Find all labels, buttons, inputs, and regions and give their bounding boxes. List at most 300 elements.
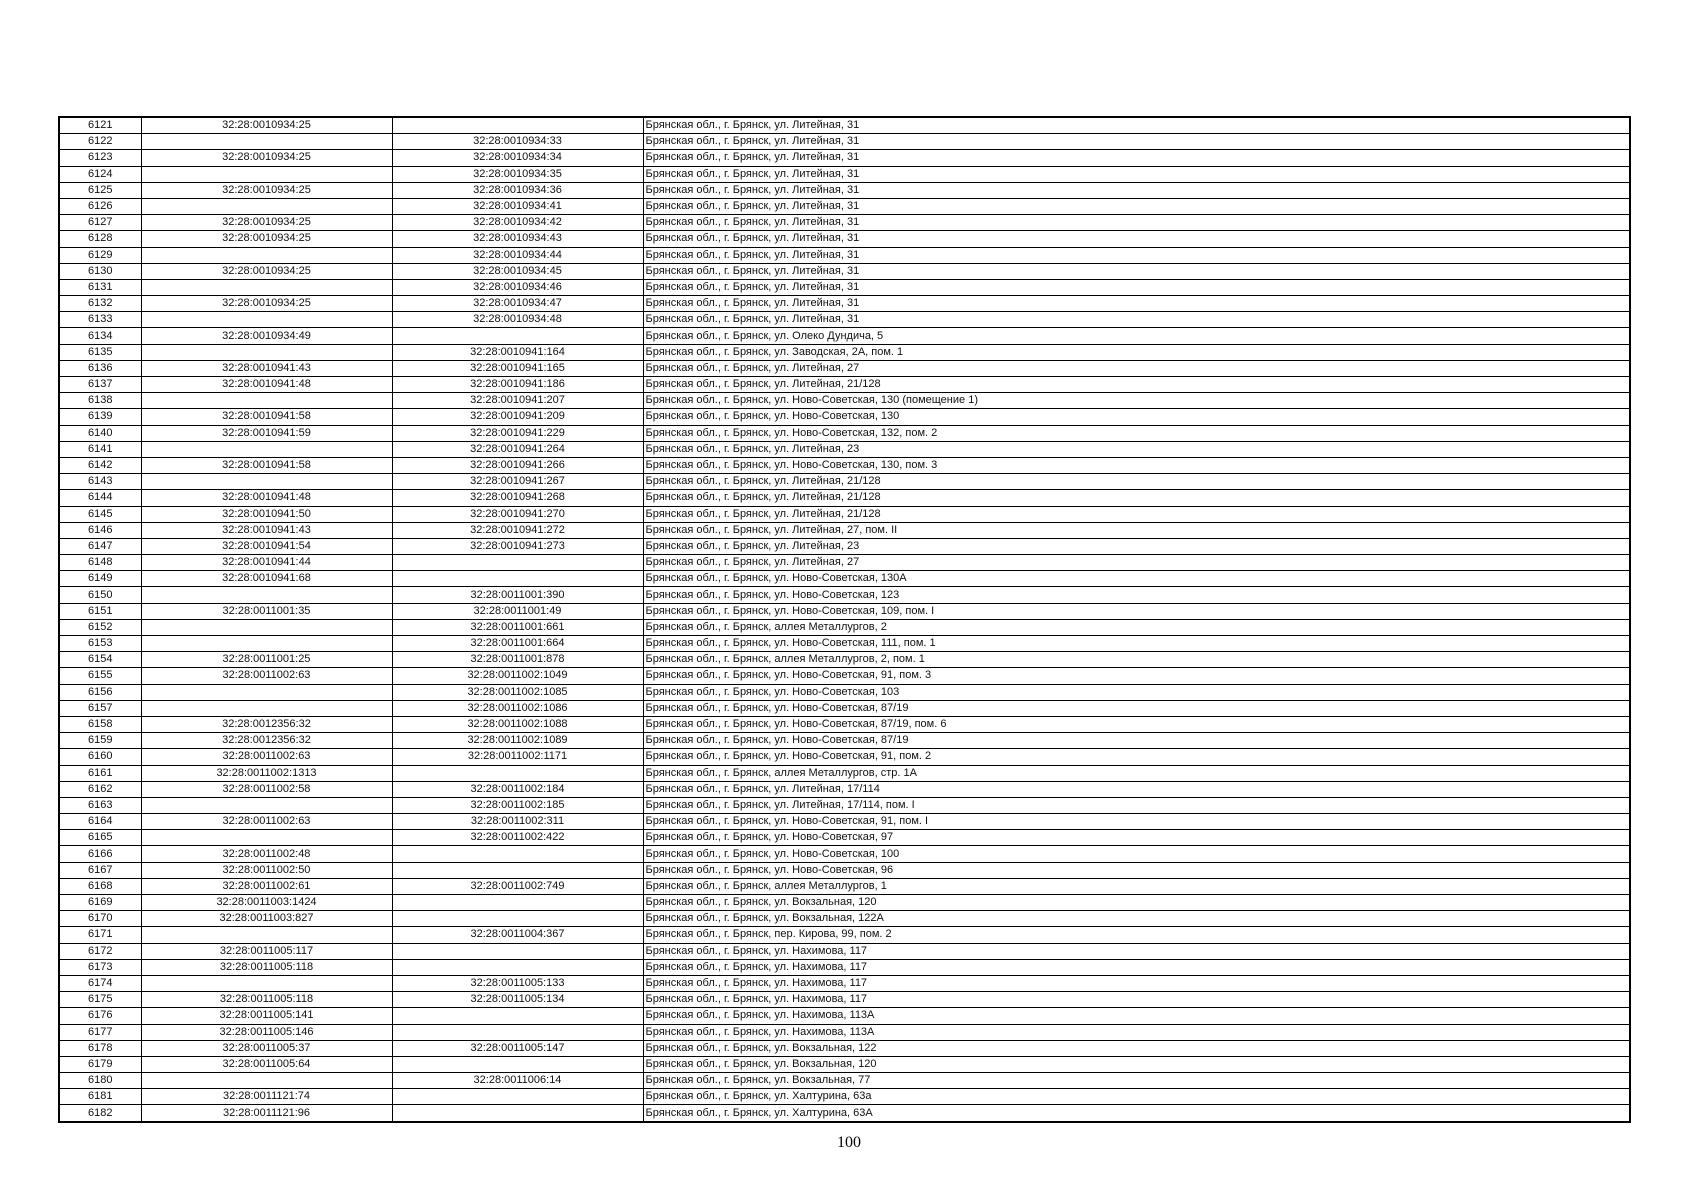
table-row	[59, 134, 1630, 150]
address-cell: Брянская обл., г. Брянск, ул. Халтурина, 63а	[643, 1089, 1630, 1105]
address-cell: Брянская обл., г. Брянск, ул. Нахимова, 117	[643, 992, 1630, 1008]
table-row	[59, 182, 1630, 198]
registry-table	[58, 116, 1631, 1123]
table-row	[59, 895, 1630, 911]
row-number-cell: 6126	[59, 198, 141, 214]
table-row	[59, 296, 1630, 312]
address-cell: Брянская обл., г. Брянск, ул. Литейная, 31	[643, 198, 1630, 214]
row-number-cell: 6170	[59, 911, 141, 927]
object-cadastral-number-cell	[392, 555, 643, 571]
object-cadastral-number-cell: 32:28:0011002:185	[392, 797, 643, 813]
address-cell: Брянская обл., г. Брянск, аллея Металлургов, 1	[643, 878, 1630, 894]
land-cadastral-number-cell	[141, 619, 392, 635]
address-cell: Брянская обл., г. Брянск, ул. Халтурина, 63А	[643, 1105, 1630, 1122]
object-cadastral-number-cell: 32:28:0010941:186	[392, 377, 643, 393]
address-cell: Брянская обл., г. Брянск, ул. Литейная, 23	[643, 441, 1630, 457]
object-cadastral-number-cell: 32:28:0011001:49	[392, 603, 643, 619]
table-row	[59, 765, 1630, 781]
row-number-cell: 6155	[59, 668, 141, 684]
land-cadastral-number-cell	[141, 134, 392, 150]
land-cadastral-number-cell: 32:28:0011005:118	[141, 992, 392, 1008]
table-row	[59, 263, 1630, 279]
address-cell: Брянская обл., г. Брянск, ул. Вокзальная, 122	[643, 1040, 1630, 1056]
row-number-cell: 6174	[59, 975, 141, 991]
land-cadastral-number-cell: 32:28:0010934:25	[141, 117, 392, 134]
table-row	[59, 247, 1630, 263]
object-cadastral-number-cell	[392, 1024, 643, 1040]
address-cell: Брянская обл., г. Брянск, ул. Ново-Советская, 91, пом. 3	[643, 668, 1630, 684]
table-row	[59, 619, 1630, 635]
land-cadastral-number-cell	[141, 247, 392, 263]
object-cadastral-number-cell: 32:28:0010934:42	[392, 215, 643, 231]
object-cadastral-number-cell: 32:28:0011002:749	[392, 878, 643, 894]
object-cadastral-number-cell	[392, 862, 643, 878]
land-cadastral-number-cell: 32:28:0010941:58	[141, 457, 392, 473]
row-number-cell: 6130	[59, 263, 141, 279]
table-row	[59, 1040, 1630, 1056]
row-number-cell: 6168	[59, 878, 141, 894]
table-row	[59, 522, 1630, 538]
row-number-cell: 6176	[59, 1008, 141, 1024]
table-row	[59, 878, 1630, 894]
object-cadastral-number-cell: 32:28:0010941:207	[392, 393, 643, 409]
address-cell: Брянская обл., г. Брянск, аллея Металлургов, 2	[643, 619, 1630, 635]
object-cadastral-number-cell	[392, 846, 643, 862]
address-cell: Брянская обл., г. Брянск, ул. Литейная, 31	[643, 117, 1630, 134]
address-cell: Брянская обл., г. Брянск, ул. Ново-Советская, 130 (помещение 1)	[643, 393, 1630, 409]
address-cell: Брянская обл., г. Брянск, ул. Литейная, 31	[643, 231, 1630, 247]
address-cell: Брянская обл., г. Брянск, ул. Ново-Советская, 87/19	[643, 700, 1630, 716]
table-row	[59, 1073, 1630, 1089]
object-cadastral-number-cell: 32:28:0011002:1171	[392, 749, 643, 765]
object-cadastral-number-cell: 32:28:0010934:34	[392, 150, 643, 166]
address-cell: Брянская обл., г. Брянск, ул. Литейная, 31	[643, 279, 1630, 295]
object-cadastral-number-cell: 32:28:0010934:33	[392, 134, 643, 150]
table-row	[59, 797, 1630, 813]
object-cadastral-number-cell: 32:28:0011001:661	[392, 619, 643, 635]
row-number-cell: 6158	[59, 716, 141, 732]
object-cadastral-number-cell: 32:28:0011004:367	[392, 927, 643, 943]
address-cell: Брянская обл., г. Брянск, ул. Ново-Советская, 97	[643, 830, 1630, 846]
table-row	[59, 328, 1630, 344]
address-cell: Брянская обл., г. Брянск, ул. Нахимова, 113А	[643, 1008, 1630, 1024]
table-row	[59, 684, 1630, 700]
row-number-cell: 6163	[59, 797, 141, 813]
land-cadastral-number-cell: 32:28:0010934:49	[141, 328, 392, 344]
address-cell: Брянская обл., г. Брянск, ул. Ново-Советская, 91, пом. 2	[643, 749, 1630, 765]
table-row	[59, 587, 1630, 603]
table-row	[59, 150, 1630, 166]
address-cell: Брянская обл., г. Брянск, ул. Литейная, 27, пом. II	[643, 522, 1630, 538]
address-cell: Брянская обл., г. Брянск, ул. Литейная, 31	[643, 247, 1630, 263]
land-cadastral-number-cell	[141, 636, 392, 652]
land-cadastral-number-cell: 32:28:0011001:35	[141, 603, 392, 619]
object-cadastral-number-cell: 32:28:0011005:147	[392, 1040, 643, 1056]
address-cell: Брянская обл., г. Брянск, ул. Литейная, 31	[643, 312, 1630, 328]
land-cadastral-number-cell	[141, 587, 392, 603]
table-body	[59, 117, 1630, 1122]
land-cadastral-number-cell: 32:28:0011005:117	[141, 943, 392, 959]
row-number-cell: 6135	[59, 344, 141, 360]
object-cadastral-number-cell: 32:28:0011002:311	[392, 814, 643, 830]
table-row	[59, 668, 1630, 684]
table-row	[59, 781, 1630, 797]
table-row	[59, 344, 1630, 360]
land-cadastral-number-cell	[141, 927, 392, 943]
land-cadastral-number-cell: 32:28:0011001:25	[141, 652, 392, 668]
address-cell: Брянская обл., г. Брянск, ул. Ново-Советская, 132, пом. 2	[643, 425, 1630, 441]
row-number-cell: 6132	[59, 296, 141, 312]
row-number-cell: 6137	[59, 377, 141, 393]
table-row	[59, 943, 1630, 959]
object-cadastral-number-cell: 32:28:0010941:273	[392, 538, 643, 554]
land-cadastral-number-cell	[141, 474, 392, 490]
address-cell: Брянская обл., г. Брянск, ул. Нахимова, 117	[643, 943, 1630, 959]
row-number-cell: 6151	[59, 603, 141, 619]
address-cell: Брянская обл., г. Брянск, ул. Ново-Советская, 130А	[643, 571, 1630, 587]
object-cadastral-number-cell: 32:28:0010934:46	[392, 279, 643, 295]
address-cell: Брянская обл., г. Брянск, ул. Ново-Советская, 123	[643, 587, 1630, 603]
row-number-cell: 6128	[59, 231, 141, 247]
land-cadastral-number-cell	[141, 975, 392, 991]
object-cadastral-number-cell: 32:28:0010934:45	[392, 263, 643, 279]
object-cadastral-number-cell	[392, 959, 643, 975]
row-number-cell: 6167	[59, 862, 141, 878]
object-cadastral-number-cell: 32:28:0010941:267	[392, 474, 643, 490]
land-cadastral-number-cell: 32:28:0010934:25	[141, 150, 392, 166]
address-cell: Брянская обл., г. Брянск, ул. Литейная, 31	[643, 166, 1630, 182]
land-cadastral-number-cell	[141, 279, 392, 295]
table-row	[59, 830, 1630, 846]
object-cadastral-number-cell: 32:28:0011002:422	[392, 830, 643, 846]
address-cell: Брянская обл., г. Брянск, ул. Литейная, 17/114, пом. I	[643, 797, 1630, 813]
address-cell: Брянская обл., г. Брянск, ул. Ново-Советская, 87/19	[643, 733, 1630, 749]
row-number-cell: 6178	[59, 1040, 141, 1056]
land-cadastral-number-cell	[141, 198, 392, 214]
land-cadastral-number-cell: 32:28:0010941:44	[141, 555, 392, 571]
table-row	[59, 652, 1630, 668]
table-row	[59, 117, 1630, 134]
row-number-cell: 6141	[59, 441, 141, 457]
row-number-cell: 6162	[59, 781, 141, 797]
row-number-cell: 6124	[59, 166, 141, 182]
table-row	[59, 1105, 1630, 1122]
row-number-cell: 6180	[59, 1073, 141, 1089]
table-row	[59, 538, 1630, 554]
object-cadastral-number-cell	[392, 911, 643, 927]
table-row	[59, 700, 1630, 716]
address-cell: Брянская обл., г. Брянск, аллея Металлургов, 2, пом. 1	[643, 652, 1630, 668]
row-number-cell: 6138	[59, 393, 141, 409]
row-number-cell: 6145	[59, 506, 141, 522]
object-cadastral-number-cell: 32:28:0010934:36	[392, 182, 643, 198]
land-cadastral-number-cell: 32:28:0011121:74	[141, 1089, 392, 1105]
table-row	[59, 862, 1630, 878]
land-cadastral-number-cell: 32:28:0012356:32	[141, 733, 392, 749]
row-number-cell: 6161	[59, 765, 141, 781]
land-cadastral-number-cell: 32:28:0011002:1313	[141, 765, 392, 781]
address-cell: Брянская обл., г. Брянск, ул. Ново-Советская, 100	[643, 846, 1630, 862]
land-cadastral-number-cell: 32:28:0011002:63	[141, 668, 392, 684]
land-cadastral-number-cell	[141, 166, 392, 182]
row-number-cell: 6181	[59, 1089, 141, 1105]
object-cadastral-number-cell: 32:28:0011001:390	[392, 587, 643, 603]
land-cadastral-number-cell: 32:28:0011002:58	[141, 781, 392, 797]
object-cadastral-number-cell	[392, 895, 643, 911]
land-cadastral-number-cell: 32:28:0010941:54	[141, 538, 392, 554]
address-cell: Брянская обл., г. Брянск, ул. Литейная, 31	[643, 182, 1630, 198]
address-cell: Брянская обл., г. Брянск, ул. Заводская, 2А, пом. 1	[643, 344, 1630, 360]
land-cadastral-number-cell: 32:28:0011005:141	[141, 1008, 392, 1024]
object-cadastral-number-cell	[392, 943, 643, 959]
land-cadastral-number-cell: 32:28:0011002:63	[141, 814, 392, 830]
row-number-cell: 6160	[59, 749, 141, 765]
row-number-cell: 6148	[59, 555, 141, 571]
land-cadastral-number-cell: 32:28:0011005:146	[141, 1024, 392, 1040]
table-row	[59, 571, 1630, 587]
land-cadastral-number-cell: 32:28:0011002:48	[141, 846, 392, 862]
table-row	[59, 457, 1630, 473]
address-cell: Брянская обл., г. Брянск, ул. Нахимова, 113А	[643, 1024, 1630, 1040]
row-number-cell: 6173	[59, 959, 141, 975]
row-number-cell: 6136	[59, 360, 141, 376]
row-number-cell: 6127	[59, 215, 141, 231]
land-cadastral-number-cell	[141, 393, 392, 409]
table-row	[59, 716, 1630, 732]
table-row	[59, 749, 1630, 765]
address-cell: Брянская обл., г. Брянск, ул. Литейная, 17/114	[643, 781, 1630, 797]
land-cadastral-number-cell: 32:28:0011003:1424	[141, 895, 392, 911]
table-row	[59, 377, 1630, 393]
address-cell: Брянская обл., г. Брянск, ул. Вокзальная, 77	[643, 1073, 1630, 1089]
table-row	[59, 279, 1630, 295]
table-row	[59, 911, 1630, 927]
object-cadastral-number-cell: 32:28:0011002:1088	[392, 716, 643, 732]
table-row	[59, 166, 1630, 182]
row-number-cell: 6166	[59, 846, 141, 862]
table-row	[59, 927, 1630, 943]
address-cell: Брянская обл., г. Брянск, ул. Ново-Советская, 91, пом. I	[643, 814, 1630, 830]
table-row	[59, 490, 1630, 506]
page-number: 100	[837, 1134, 861, 1151]
row-number-cell: 6134	[59, 328, 141, 344]
land-cadastral-number-cell: 32:28:0010941:48	[141, 377, 392, 393]
address-cell: Брянская обл., г. Брянск, ул. Литейная, 27	[643, 555, 1630, 571]
object-cadastral-number-cell: 32:28:0011002:1086	[392, 700, 643, 716]
table-row	[59, 474, 1630, 490]
object-cadastral-number-cell: 32:28:0011002:1085	[392, 684, 643, 700]
address-cell: Брянская обл., г. Брянск, ул. Вокзальная, 120	[643, 895, 1630, 911]
object-cadastral-number-cell: 32:28:0011006:14	[392, 1073, 643, 1089]
object-cadastral-number-cell: 32:28:0011002:1049	[392, 668, 643, 684]
table-row	[59, 1008, 1630, 1024]
object-cadastral-number-cell: 32:28:0011001:878	[392, 652, 643, 668]
land-cadastral-number-cell: 32:28:0010941:43	[141, 522, 392, 538]
land-cadastral-number-cell: 32:28:0010941:68	[141, 571, 392, 587]
address-cell: Брянская обл., г. Брянск, пер. Кирова, 99, пом. 2	[643, 927, 1630, 943]
row-number-cell: 6172	[59, 943, 141, 959]
table-row	[59, 636, 1630, 652]
object-cadastral-number-cell: 32:28:0010934:43	[392, 231, 643, 247]
row-number-cell: 6122	[59, 134, 141, 150]
table-row	[59, 360, 1630, 376]
address-cell: Брянская обл., г. Брянск, ул. Ново-Советская, 130, пом. 3	[643, 457, 1630, 473]
table-row	[59, 409, 1630, 425]
object-cadastral-number-cell: 32:28:0011002:184	[392, 781, 643, 797]
row-number-cell: 6123	[59, 150, 141, 166]
row-number-cell: 6152	[59, 619, 141, 635]
table-row	[59, 975, 1630, 991]
table-row	[59, 1056, 1630, 1072]
row-number-cell: 6154	[59, 652, 141, 668]
row-number-cell: 6171	[59, 927, 141, 943]
table-row	[59, 555, 1630, 571]
object-cadastral-number-cell: 32:28:0010941:209	[392, 409, 643, 425]
row-number-cell: 6143	[59, 474, 141, 490]
land-cadastral-number-cell: 32:28:0011121:96	[141, 1105, 392, 1122]
object-cadastral-number-cell: 32:28:0010941:165	[392, 360, 643, 376]
table-row	[59, 603, 1630, 619]
object-cadastral-number-cell: 32:28:0011005:133	[392, 975, 643, 991]
row-number-cell: 6182	[59, 1105, 141, 1122]
object-cadastral-number-cell	[392, 1089, 643, 1105]
row-number-cell: 6165	[59, 830, 141, 846]
land-cadastral-number-cell: 32:28:0010934:25	[141, 263, 392, 279]
address-cell: Брянская обл., г. Брянск, ул. Литейная, 21/128	[643, 377, 1630, 393]
address-cell: Брянская обл., г. Брянск, ул. Нахимова, 117	[643, 975, 1630, 991]
object-cadastral-number-cell	[392, 765, 643, 781]
land-cadastral-number-cell: 32:28:0010934:25	[141, 182, 392, 198]
object-cadastral-number-cell: 32:28:0010941:268	[392, 490, 643, 506]
table-row	[59, 1089, 1630, 1105]
address-cell: Брянская обл., г. Брянск, ул. Вокзальная, 122А	[643, 911, 1630, 927]
address-cell: Брянская обл., г. Брянск, ул. Литейная, 21/128	[643, 474, 1630, 490]
table-row	[59, 231, 1630, 247]
table-row	[59, 959, 1630, 975]
address-cell: Брянская обл., г. Брянск, ул. Вокзальная, 120	[643, 1056, 1630, 1072]
address-cell: Брянская обл., г. Брянск, ул. Литейная, 31	[643, 134, 1630, 150]
land-cadastral-number-cell	[141, 344, 392, 360]
object-cadastral-number-cell: 32:28:0010941:272	[392, 522, 643, 538]
table-row	[59, 393, 1630, 409]
object-cadastral-number-cell: 32:28:0011002:1089	[392, 733, 643, 749]
object-cadastral-number-cell	[392, 328, 643, 344]
row-number-cell: 6164	[59, 814, 141, 830]
row-number-cell: 6169	[59, 895, 141, 911]
land-cadastral-number-cell	[141, 700, 392, 716]
object-cadastral-number-cell: 32:28:0010934:47	[392, 296, 643, 312]
address-cell: Брянская обл., г. Брянск, ул. Литейная, 23	[643, 538, 1630, 554]
object-cadastral-number-cell: 32:28:0010934:48	[392, 312, 643, 328]
object-cadastral-number-cell	[392, 1008, 643, 1024]
object-cadastral-number-cell: 32:28:0010934:41	[392, 198, 643, 214]
object-cadastral-number-cell: 32:28:0010941:229	[392, 425, 643, 441]
address-cell: Брянская обл., г. Брянск, аллея Металлургов, стр. 1А	[643, 765, 1630, 781]
table-row	[59, 215, 1630, 231]
row-number-cell: 6125	[59, 182, 141, 198]
row-number-cell: 6146	[59, 522, 141, 538]
address-cell: Брянская обл., г. Брянск, ул. Ново-Советская, 109, пом. I	[643, 603, 1630, 619]
row-number-cell: 6156	[59, 684, 141, 700]
object-cadastral-number-cell: 32:28:0011005:134	[392, 992, 643, 1008]
object-cadastral-number-cell: 32:28:0010934:35	[392, 166, 643, 182]
address-cell: Брянская обл., г. Брянск, ул. Литейная, 31	[643, 263, 1630, 279]
table-row	[59, 506, 1630, 522]
land-cadastral-number-cell	[141, 312, 392, 328]
land-cadastral-number-cell	[141, 830, 392, 846]
address-cell: Брянская обл., г. Брянск, ул. Ново-Советская, 103	[643, 684, 1630, 700]
table-row	[59, 425, 1630, 441]
land-cadastral-number-cell: 32:28:0010934:25	[141, 231, 392, 247]
table-row	[59, 1024, 1630, 1040]
row-number-cell: 6121	[59, 117, 141, 134]
table-row	[59, 733, 1630, 749]
land-cadastral-number-cell: 32:28:0010941:50	[141, 506, 392, 522]
address-cell: Брянская обл., г. Брянск, ул. Литейная, 21/128	[643, 490, 1630, 506]
row-number-cell: 6140	[59, 425, 141, 441]
address-cell: Брянская обл., г. Брянск, ул. Ново-Советская, 130	[643, 409, 1630, 425]
land-cadastral-number-cell: 32:28:0010941:48	[141, 490, 392, 506]
address-cell: Брянская обл., г. Брянск, ул. Олеко Дундича, 5	[643, 328, 1630, 344]
address-cell: Брянская обл., г. Брянск, ул. Литейная, 27	[643, 360, 1630, 376]
land-cadastral-number-cell: 32:28:0011002:50	[141, 862, 392, 878]
land-cadastral-number-cell: 32:28:0010941:59	[141, 425, 392, 441]
address-cell: Брянская обл., г. Брянск, ул. Литейная, 31	[643, 296, 1630, 312]
land-cadastral-number-cell: 32:28:0010934:25	[141, 215, 392, 231]
address-cell: Брянская обл., г. Брянск, ул. Нахимова, 117	[643, 959, 1630, 975]
object-cadastral-number-cell	[392, 571, 643, 587]
address-cell: Брянская обл., г. Брянск, ул. Ново-Советская, 96	[643, 862, 1630, 878]
row-number-cell: 6150	[59, 587, 141, 603]
table-row	[59, 441, 1630, 457]
land-cadastral-number-cell: 32:28:0012356:32	[141, 716, 392, 732]
row-number-cell: 6131	[59, 279, 141, 295]
address-cell: Брянская обл., г. Брянск, ул. Литейная, 31	[643, 150, 1630, 166]
object-cadastral-number-cell: 32:28:0010941:264	[392, 441, 643, 457]
land-cadastral-number-cell: 32:28:0011003:827	[141, 911, 392, 927]
address-cell: Брянская обл., г. Брянск, ул. Ново-Советская, 87/19, пом. 6	[643, 716, 1630, 732]
land-cadastral-number-cell: 32:28:0010941:43	[141, 360, 392, 376]
object-cadastral-number-cell	[392, 117, 643, 134]
row-number-cell: 6142	[59, 457, 141, 473]
land-cadastral-number-cell: 32:28:0011002:61	[141, 878, 392, 894]
table-row	[59, 846, 1630, 862]
land-cadastral-number-cell	[141, 797, 392, 813]
object-cadastral-number-cell	[392, 1056, 643, 1072]
row-number-cell: 6139	[59, 409, 141, 425]
object-cadastral-number-cell: 32:28:0010941:270	[392, 506, 643, 522]
land-cadastral-number-cell	[141, 684, 392, 700]
row-number-cell: 6149	[59, 571, 141, 587]
land-cadastral-number-cell: 32:28:0011002:63	[141, 749, 392, 765]
object-cadastral-number-cell: 32:28:0010934:44	[392, 247, 643, 263]
land-cadastral-number-cell	[141, 1073, 392, 1089]
row-number-cell: 6177	[59, 1024, 141, 1040]
row-number-cell: 6147	[59, 538, 141, 554]
table-row	[59, 992, 1630, 1008]
object-cadastral-number-cell: 32:28:0010941:164	[392, 344, 643, 360]
table-row	[59, 814, 1630, 830]
row-number-cell: 6129	[59, 247, 141, 263]
address-cell: Брянская обл., г. Брянск, ул. Ново-Советская, 111, пом. 1	[643, 636, 1630, 652]
row-number-cell: 6144	[59, 490, 141, 506]
land-cadastral-number-cell: 32:28:0011005:37	[141, 1040, 392, 1056]
address-cell: Брянская обл., г. Брянск, ул. Литейная, 31	[643, 215, 1630, 231]
object-cadastral-number-cell: 32:28:0011001:664	[392, 636, 643, 652]
land-cadastral-number-cell: 32:28:0011005:64	[141, 1056, 392, 1072]
address-cell: Брянская обл., г. Брянск, ул. Литейная, 21/128	[643, 506, 1630, 522]
row-number-cell: 6153	[59, 636, 141, 652]
